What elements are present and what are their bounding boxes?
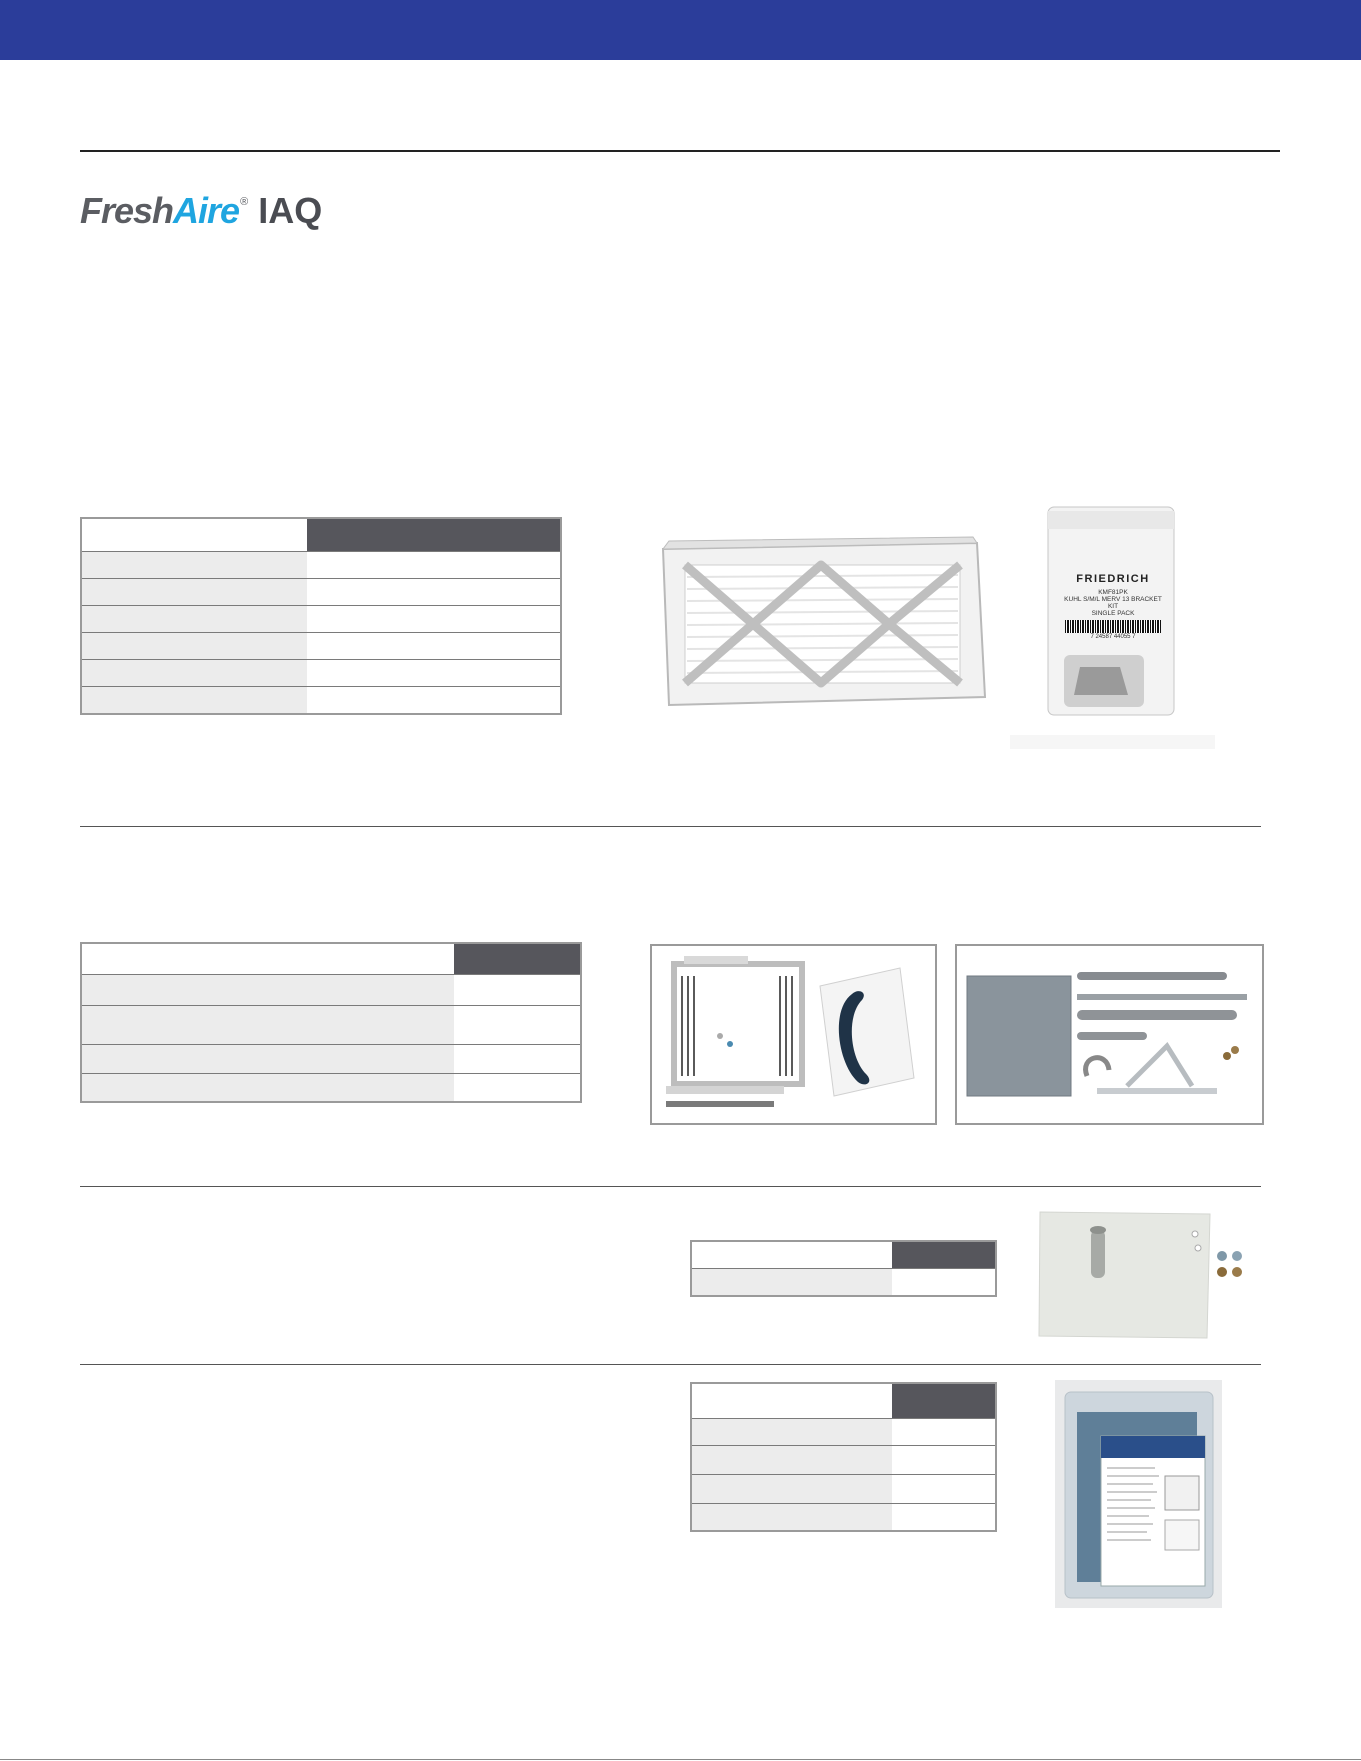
freshaire-iaq-logo: [80, 190, 322, 234]
table-row: [82, 686, 560, 713]
table-row: [82, 578, 560, 605]
table-row: [692, 1418, 995, 1445]
kit-label: [1060, 573, 1166, 640]
header-bar: [0, 0, 1361, 60]
bracket-kit-image: [1010, 505, 1215, 750]
section-rule: [80, 1186, 1261, 1187]
carbon-filter-table: [690, 1382, 997, 1532]
table-header-row: [82, 944, 580, 974]
logo-fresh: Fresh: [80, 190, 174, 231]
drain-kit-table: [690, 1240, 997, 1297]
wall-sleeve-kit-image: [955, 944, 1264, 1125]
kit-pack: SINGLE PACK: [1091, 610, 1135, 618]
filter-spec-table: [80, 517, 562, 715]
table-row: [82, 974, 580, 1005]
barcode: [1065, 620, 1161, 633]
carbon-filter-pack-image: [1055, 1380, 1222, 1608]
table-row: [82, 659, 560, 686]
logo-iaq: IAQ: [258, 190, 323, 231]
logo-registered: ®: [240, 196, 249, 208]
table-row: [82, 551, 560, 578]
table-row: [692, 1268, 995, 1295]
barcode-number: 7 24587 44055 7: [1090, 634, 1136, 641]
table-row: [692, 1445, 995, 1474]
table-row: [82, 632, 560, 659]
section-rule: [80, 826, 1261, 827]
table-row: [82, 1073, 580, 1101]
installation-kit-table: [80, 942, 582, 1103]
window-kit-image: [650, 944, 937, 1125]
table-header-row: [692, 1242, 995, 1268]
table-header-row: [82, 519, 560, 551]
table-row: [82, 1005, 580, 1044]
title-rule: [80, 150, 1280, 152]
friedrich-brand: FRIEDRICH: [1076, 573, 1150, 585]
kit-model: KMF81PK: [1098, 589, 1128, 596]
footer-rule: [0, 1759, 1361, 1760]
table-row: [82, 1044, 580, 1073]
table-row: [692, 1503, 995, 1530]
table-header-row: [692, 1384, 995, 1418]
air-filter-image: [655, 535, 990, 710]
logo-aire: Aire: [173, 190, 240, 231]
section-rule: [80, 1364, 1261, 1365]
drain-kit-image: [1035, 1210, 1255, 1340]
table-row: [82, 605, 560, 632]
table-row: [692, 1474, 995, 1503]
kit-description: KUHL S/M/L MERV 13 BRACKET KIT: [1064, 596, 1162, 611]
